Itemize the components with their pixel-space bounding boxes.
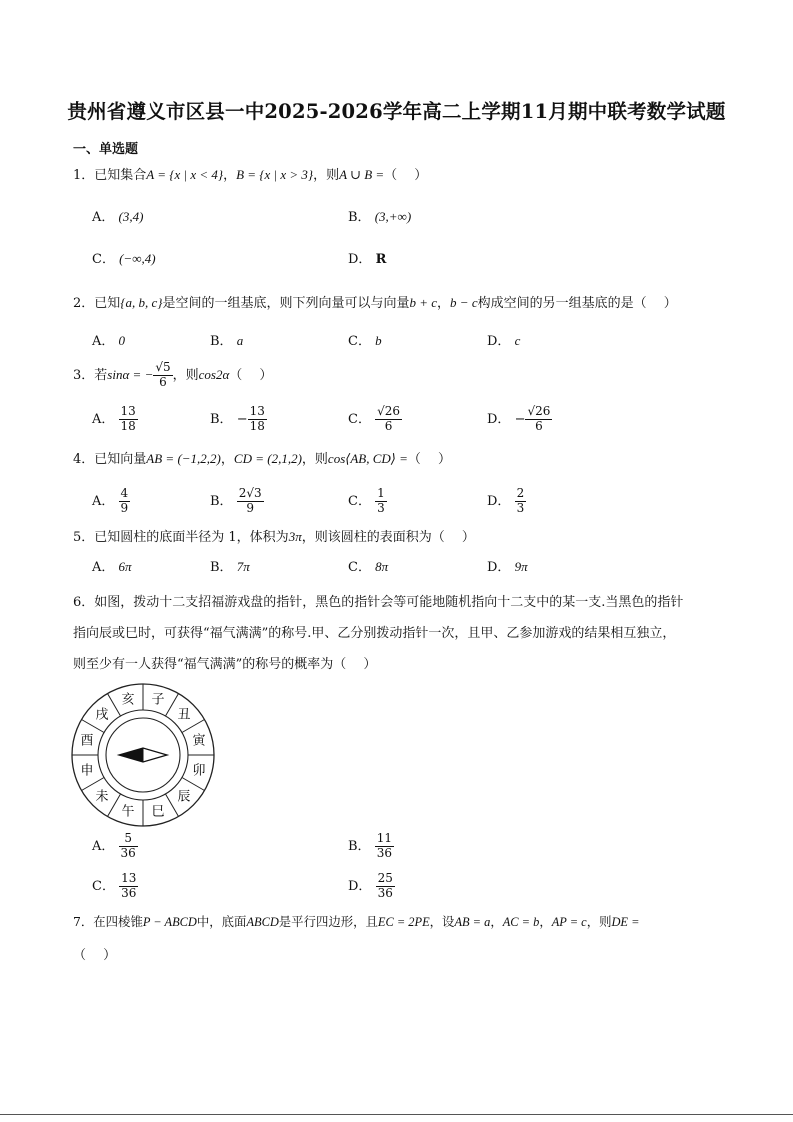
q5-option-d[interactable]: D． 9π [487, 559, 528, 575]
question-6-line-3: 则至少有一人获得“福气满满”的称号的概率为（ ） [73, 657, 377, 672]
q5-option-b[interactable]: B． 7π [210, 559, 250, 575]
q3-option-a[interactable]: A． $\frac{13}{18}$ [92, 404, 136, 433]
q1-option-d[interactable]: D． R [348, 252, 387, 267]
question-2-stem: 2．已知{a, b, c}是空间的一组基底，则下列向量可以与向量b + c，b − c构成空间的另一组基底的是（ ） [73, 295, 677, 311]
q4-option-c[interactable]: C． $\frac{1}{3}$ [348, 486, 385, 515]
question-4-stem: 4．已知向量AB = (−1,2,2)，CD = (2,1,2)，则cos⟨AB, CD⟩ =（ ） [73, 451, 451, 467]
wheel-label-8: 申 [80, 763, 94, 779]
q1-option-c[interactable]: C． (−∞,4) [92, 251, 156, 267]
wheel-label-4: 辰 [177, 789, 191, 805]
wheel-label-11: 亥 [121, 692, 135, 708]
wheel-label-3: 卯 [192, 763, 206, 779]
question-3-stem: 3．若sinα = − $\frac{√5}{6}$ ，则cos2α（ ） [73, 360, 273, 389]
question-6-line-2: 指向辰或巳时，可获得“福气满满”的称号.甲、乙分别拨动指针一次，且甲、乙参加游戏的结果相互独立， [73, 626, 676, 641]
q5-option-a[interactable]: A． 6π [92, 559, 132, 575]
wheel-label-2: 寅 [192, 733, 206, 749]
q3-option-d[interactable]: D． − $\frac{√26}{6}$ [487, 404, 551, 433]
wheel-label-0: 子 [151, 692, 165, 708]
wheel-label-5: 巳 [151, 804, 165, 820]
q6-option-a[interactable]: A． $\frac{5}{36}$ [92, 831, 136, 860]
q3-option-b[interactable]: B． − $\frac{13}{18}$ [210, 404, 265, 433]
fortune-wheel-diagram [70, 682, 216, 828]
question-6-line-1: 6．如图，拨动十二支招福游戏盘的指针，黑色的指针会等可能地随机指向十二支中的某一支.当黑色的指针 [73, 595, 684, 610]
q2-option-c[interactable]: C． b [348, 333, 382, 349]
q2-option-a[interactable]: A． 0 [92, 333, 126, 349]
q3-option-c[interactable]: C． $\frac{√26}{6}$ [348, 404, 401, 433]
q4-option-d[interactable]: D． $\frac{2}{3}$ [487, 486, 525, 515]
q2-option-b[interactable]: B． a [210, 333, 244, 349]
q1-option-b[interactable]: B． (3,+∞) [348, 209, 412, 225]
question-7-paren: （ ） [73, 948, 117, 963]
q6-option-c[interactable]: C． $\frac{13}{36}$ [92, 871, 137, 900]
wheel-label-7: 未 [95, 789, 109, 805]
wheel-label-1: 丑 [177, 707, 191, 723]
q6-option-b[interactable]: B． $\frac{11}{36}$ [348, 831, 392, 860]
wheel-label-9: 酉 [80, 733, 94, 749]
wheel-label-6: 午 [121, 804, 135, 820]
question-1-stem: 1．已知集合A = {x | x < 4}，B = {x | x > 3}，则A ∪ B =（ ） [73, 167, 428, 183]
page-bottom-rule [0, 1114, 793, 1115]
q1-option-a[interactable]: A． (3,4) [92, 209, 144, 225]
question-7-stem: 7．在四棱锥P − ABCD中，底面ABCD是平行四边形，且EC = 2PE，设AB = a，AC = b，AP = c，则DE = [73, 914, 640, 929]
page-title: 贵州省遵义市区县一中2025-2026学年高二上学期11月期中联考数学试题 [67, 100, 726, 123]
question-5-stem: 5．已知圆柱的底面半径为 1，体积为3π，则该圆柱的表面积为（ ） [73, 529, 475, 545]
q5-option-c[interactable]: C． 8π [348, 559, 389, 575]
q4-option-b[interactable]: B． $\frac{2√3}{9}$ [210, 486, 262, 515]
q4-option-a[interactable]: A． $\frac{4}{9}$ [92, 486, 129, 515]
q2-option-d[interactable]: D． c [487, 333, 521, 349]
section-heading: 一、单选题 [73, 142, 139, 157]
q6-option-d[interactable]: D． $\frac{25}{36}$ [348, 871, 393, 900]
wheel-label-10: 戌 [95, 707, 109, 723]
